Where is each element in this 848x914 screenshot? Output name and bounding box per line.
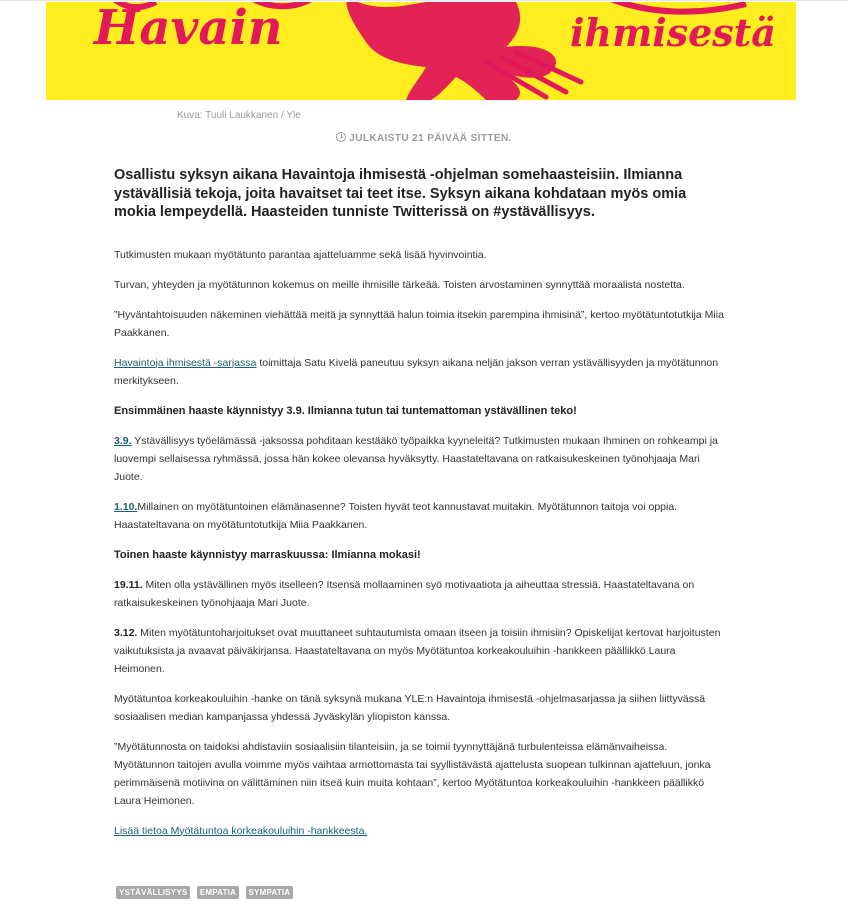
article-body <box>114 166 729 852</box>
published-text: JULKAISTU 21 PÄIVÄÄ SITTEN. <box>349 133 512 144</box>
episode-paragraph: 3.9. Ystävällisyys työelämässä -jaksossa pohditaan kestääkö työpaikka kyyneleitä? Tutkimusten mukaan Ihminen on rohkeampi ja luovempi sellaisessa ryhmässä, jossa hän kokee olevansa hyväksytty. Haastateltavana on ratkaisukeskeinen työnohjaaja Mari Juote. <box>114 434 718 483</box>
quote-paragraph: ”Hyväntahtoisuuden näkeminen viehättää meitä ja synnyttää halun toimia itsekin parempina ihmisinä”, kertoo myötätuntotutkija Miia Paakkanen. <box>114 308 724 339</box>
episode-link-3-9[interactable]: 3.9. <box>114 434 132 447</box>
paragraph: Havaintoja ihmisestä -sarjassa toimittaja Satu Kivelä paneutuu syksyn aikana neljän jakson verran ystävällisyyden ja myötätunnon merkitykseen. <box>114 356 719 387</box>
section-heading: Toinen haaste käynnistyy marraskuussa: Ilmianna mokasi! <box>114 548 421 561</box>
hero-image <box>46 2 796 100</box>
published-info <box>0 132 848 144</box>
hero-artwork <box>46 2 796 100</box>
episode-date: 19.11. <box>114 578 143 591</box>
episode-date: 3.12. <box>114 626 138 639</box>
tag-ystavallisyys[interactable]: YSTÄVÄLLISYYS <box>116 886 190 899</box>
episode-paragraph: 3.12. Miten myötätuntoharjoitukset ovat muuttaneet suhtautumista omaan itseen ja toisiin ihmisiin? Opiskelijat kertovat harjoitusten vaikutuksista ja avaavat päiväkirjansa. Haastateltavana on myös Myötätuntoa korkeakouluihin -hankkeen päällikkö Laura Heimonen. <box>114 626 721 675</box>
article-lead: Osallistu syksyn aikana Havaintoja ihmisestä -ohjelman somehaasteisiin. Ilmianna ystävällisiä tekoja, joita havaitset tai teet itse. Syksyn aikana kohdataan myös omia mokia lempeydellä. Haasteiden tunniste Twitterissä on #ystävällisyys. <box>114 167 687 220</box>
episode-paragraph: 1.10.Millainen on myötätuntoinen elämänasenne? Toisten hyvät teot kannustavat muitakin. Myötätunnon taitoja voi oppia. Haastateltavana on myötätuntotutkija Miia Paakkanen. <box>114 500 678 531</box>
clock-icon <box>336 132 346 142</box>
paragraph: Turvan, yhteyden ja myötätunnon kokemus on meille ihmisille tärkeää. Toisten arvostaminen synnyttää moraalista nostetta. <box>114 278 685 291</box>
hero-title-left: Havain <box>94 2 283 56</box>
paragraph: Myötätuntoa korkeakouluihin -hanke on tänä syksynä mukana YLE:n Havaintoja ihmisestä -ohjelmasarjassa ja siihen liittyvässä sosiaalisen median kampanjassa yhdessä Jyväskylän yliopiston kanssa. <box>114 692 706 723</box>
section-heading: Ensimmäinen haaste käynnistyy 3.9. Ilmianna tutun tai tuntemattoman ystävällinen teko! <box>114 404 577 417</box>
quote-paragraph: ”Myötätunnosta on taidoksi ahdistaviin sosiaalisiin tilanteisiin, ja se toimii tyynnyttäjänä turbulenteissa elämänvaiheissa. Myötätunnon taitojen avulla voimme myös vaihtaa armottomasta tai syyllistävästä ajattelusta suopean tulkinnan ajatteluun, jonka perimmäisenä motiivina on välittäminen niin itseä kuin muita kohtaan”, kertoo Myötätuntoa korkeakouluihin -hankkeen päällikkö Laura Heimonen. <box>114 740 711 807</box>
hero-title-right: ihmisestä <box>570 10 776 55</box>
tag-list <box>116 882 295 900</box>
episode-link-1-10[interactable]: 1.10. <box>114 500 138 513</box>
series-link[interactable]: Havaintoja ihmisestä -sarjassa <box>114 356 257 369</box>
image-caption: Kuva: Tuuli Laukkanen / Yle <box>177 110 301 121</box>
paragraph: Tutkimusten mukaan myötätunto parantaa ajatteluamme sekä lisää hyvinvointia. <box>114 248 487 261</box>
top-divider <box>0 0 848 1</box>
tag-empatia[interactable]: EMPATIA <box>197 886 239 899</box>
episode-paragraph: 19.11. Miten olla ystävällinen myös itselleen? Itsensä mollaaminen syö motivaatiota ja aiheuttaa stressiä. Haastateltavana on ratkaisukeskeinen työnohjaaja Mari Juote. <box>114 578 695 609</box>
tag-sympatia[interactable]: SYMPATIA <box>246 886 294 899</box>
paragraph <box>114 822 729 840</box>
project-info-link[interactable]: Lisää tietoa Myötätuntoa korkeakouluihin -hankkeesta. <box>114 824 368 837</box>
